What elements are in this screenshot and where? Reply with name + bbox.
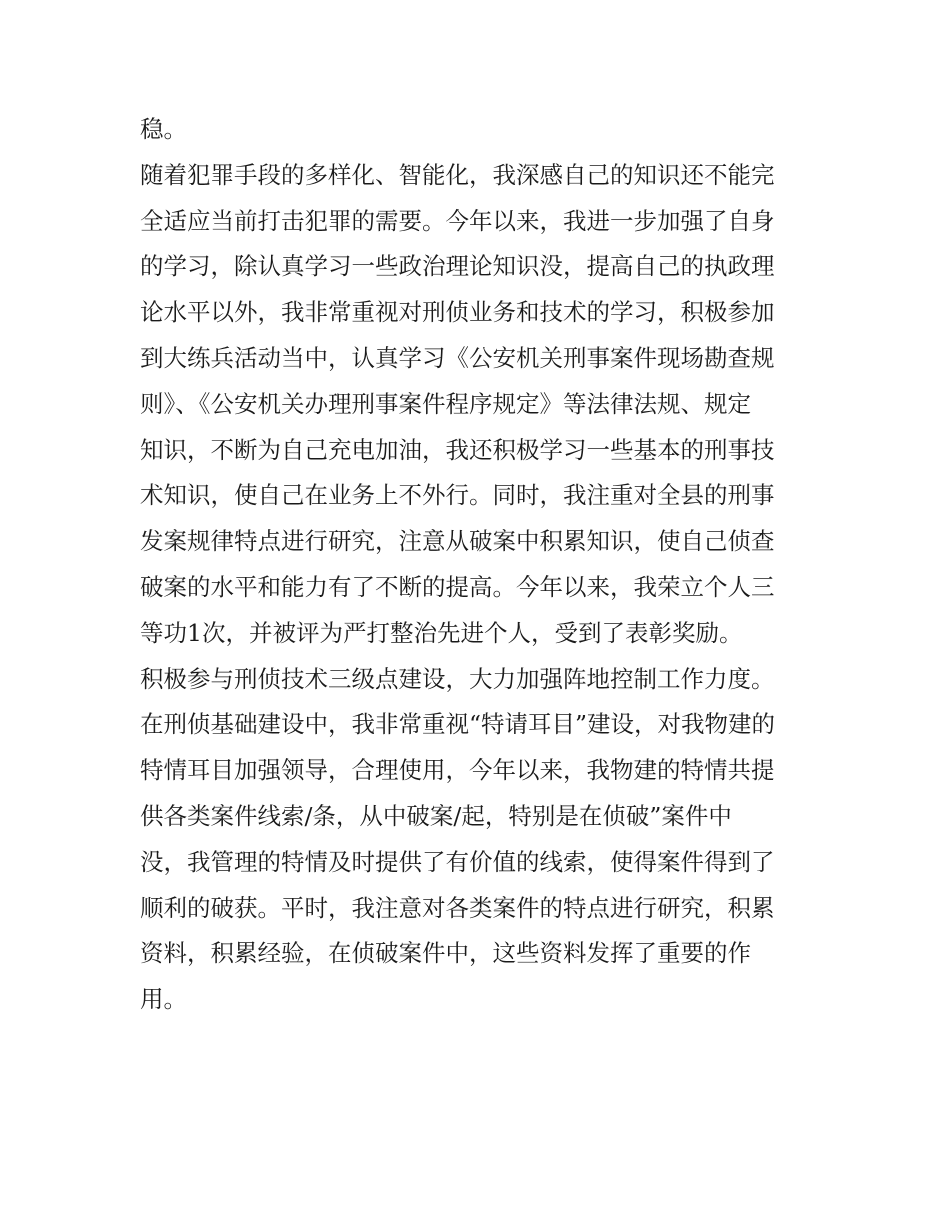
- text-line: 术知识，使自己在业务上不外行。同时，我注重对全县的刑事: [140, 481, 775, 510]
- text-line: 没，我管理的特情及时提供了有价值的线索，使得案件得到了: [140, 847, 775, 876]
- text-line: 等功1次，并被评为严打整治先进个人，受到了表彰奖励。: [140, 618, 743, 647]
- document-body: [140, 107, 820, 1023]
- text-line: 随着犯罪手段的多样化、智能化，我深感自己的知识还不能完: [140, 160, 775, 189]
- text-line: 论水平以外，我非常重视对刑侦业务和技术的学习，积极参加: [140, 298, 775, 327]
- text-line: 到大练兵活动当中，认真学习《公安机关刑事案件现场勘查规: [140, 343, 775, 372]
- text-line: 资料，积累经验，在侦破案件中，这些资料发挥了重要的作: [140, 939, 751, 968]
- text-line: 顺利的破获。平时，我注意对各类案件的特点进行研究，积累: [140, 893, 775, 922]
- text-line: 供各类案件线索/条，从中破案/起，特别是在侦破”案件中: [140, 801, 732, 830]
- text-line: 用。: [140, 985, 187, 1014]
- text-line: 在刑侦基础建设中，我非常重视“特请耳目”建设，对我物建的: [140, 710, 776, 739]
- text-line: 特情耳目加强领导，合理使用，今年以来，我物建的特情共提: [140, 756, 775, 785]
- text-line: 稳。: [140, 115, 187, 143]
- text-line: 则》、《公安机关办理刑事案件程序规定》等法律法规、规定: [140, 389, 751, 418]
- text-line: 的学习，除认真学习一些政治理论知识没，提高自己的执政理: [140, 252, 775, 281]
- text-line: 积极参与刑侦技术三级点建设，大力加强阵地控制工作力度。: [140, 664, 775, 693]
- text-line: 知识，不断为自己充电加油，我还积极学习一些基本的刑事技: [140, 435, 775, 464]
- text-line: 全适应当前打击犯罪的需要。今年以来，我进一步加强了自身: [140, 206, 775, 235]
- text-line: 破案的水平和能力有了不断的提高。今年以来，我荣立个人三: [140, 572, 775, 601]
- text-line: 发案规律特点进行研究，注意从破案中积累知识，使自己侦查: [140, 527, 775, 556]
